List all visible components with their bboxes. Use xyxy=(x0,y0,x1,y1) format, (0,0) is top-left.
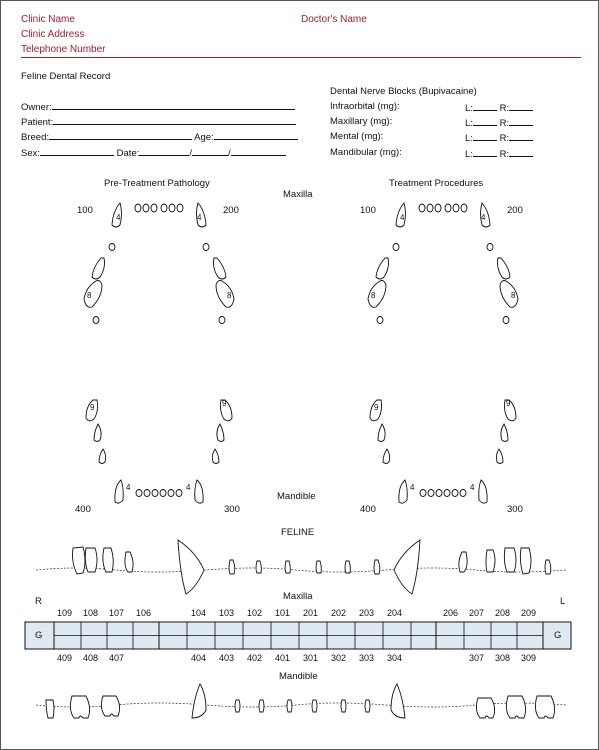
tooth-number: 4 xyxy=(116,213,121,222)
tooth-number: 103 xyxy=(219,608,235,618)
tooth-number: 403 xyxy=(219,653,235,663)
quadrant-400-label: 400 xyxy=(75,504,91,515)
lateral-mandible-teeth[interactable] xyxy=(36,684,566,718)
tooth-number: 9 xyxy=(506,399,511,408)
tooth-number: 201 xyxy=(303,608,319,618)
nerve-block-label: Infraorbital (mg): xyxy=(330,101,400,112)
pre-maxilla-teeth[interactable] xyxy=(84,203,234,324)
gum-label: G xyxy=(35,630,43,641)
nerve-blocks-title: Dental Nerve Blocks (Bupivacaine) xyxy=(330,86,477,97)
feline-title: FELINE xyxy=(281,527,315,538)
tooth-number: 309 xyxy=(521,653,537,663)
tooth-number: 104 xyxy=(191,608,207,618)
tooth-number: 302 xyxy=(331,653,347,663)
tooth-number: 307 xyxy=(469,653,485,663)
clinic-name: Clinic Name xyxy=(21,14,75,25)
tooth-number: 9 xyxy=(90,403,95,412)
tooth-number: 303 xyxy=(359,653,375,663)
tooth-number: 209 xyxy=(521,608,537,618)
tooth-number: 204 xyxy=(387,608,403,618)
tooth-number: 409 xyxy=(57,653,73,663)
tooth-number: 304 xyxy=(387,653,403,663)
sex-label: Sex: xyxy=(21,148,41,159)
lateral-maxilla-teeth[interactable] xyxy=(36,540,566,594)
post-mandible-teeth[interactable] xyxy=(370,400,516,503)
pre-treatment-title: Pre-Treatment Pathology xyxy=(104,178,210,189)
mandible-label: Mandible xyxy=(277,491,316,502)
maxilla-label: Maxilla xyxy=(283,189,313,200)
patient-label: Patient: xyxy=(21,117,54,128)
doctor-name: Doctor's Name xyxy=(301,14,367,25)
quadrant-300-label: 300 xyxy=(224,504,240,515)
tooth-number: 106 xyxy=(136,608,152,618)
right-marker: R xyxy=(35,596,42,607)
right-label: R: xyxy=(499,133,510,144)
quadrant-200-label: 200 xyxy=(223,205,239,216)
tooth-number: 402 xyxy=(247,653,263,663)
tooth-number: 9 xyxy=(222,399,227,408)
tooth-number: 208 xyxy=(495,608,511,618)
tooth-number: 4 xyxy=(470,483,475,492)
left-label: L: xyxy=(465,103,473,114)
right-label: R: xyxy=(499,103,510,114)
tooth-number: 206 xyxy=(443,608,459,618)
tooth-number: 202 xyxy=(331,608,347,618)
tooth-number: 203 xyxy=(359,608,375,618)
tooth-number: 401 xyxy=(275,653,291,663)
tooth-number: 8 xyxy=(227,291,232,300)
quadrant-100-label: 100 xyxy=(360,205,376,216)
left-label: L: xyxy=(465,118,473,129)
nerve-block-label: Maxillary (mg): xyxy=(330,116,393,127)
tooth-number: 4 xyxy=(186,483,191,492)
lateral-mandible-label: Mandible xyxy=(279,671,318,682)
tooth-number: 4 xyxy=(197,213,202,222)
left-marker: L xyxy=(560,596,566,607)
treatment-procedures-title: Treatment Procedures xyxy=(389,178,484,189)
quadrant-100-label: 100 xyxy=(77,205,93,216)
tooth-number: 101 xyxy=(275,608,291,618)
right-label: R: xyxy=(499,118,510,129)
date-separator: / xyxy=(189,148,193,159)
tooth-number: 8 xyxy=(511,291,516,300)
telephone-number: Telephone Number xyxy=(21,44,106,55)
tooth-number: 4 xyxy=(410,483,415,492)
left-label: L: xyxy=(465,149,473,160)
gum-label: G xyxy=(554,630,562,641)
tooth-number: 301 xyxy=(303,653,319,663)
tooth-number: 108 xyxy=(83,608,99,618)
tooth-number: 407 xyxy=(109,653,125,663)
post-maxilla-teeth[interactable] xyxy=(368,203,518,324)
quadrant-400-label: 400 xyxy=(360,504,376,515)
quadrant-200-label: 200 xyxy=(507,205,523,216)
tooth-number: 8 xyxy=(87,291,92,300)
tooth-number: 207 xyxy=(469,608,485,618)
date-label: Date: xyxy=(116,148,140,159)
pre-mandible-teeth[interactable] xyxy=(86,400,232,503)
tooth-number: 102 xyxy=(247,608,263,618)
date-separator: / xyxy=(228,148,231,159)
lateral-maxilla-label: Maxilla xyxy=(283,591,313,602)
nerve-block-label: Mental (mg): xyxy=(330,131,384,142)
owner-label: Owner: xyxy=(21,102,52,113)
age-label: Age: xyxy=(194,132,214,143)
tooth-number: 408 xyxy=(83,653,99,663)
breed-label: Breed: xyxy=(21,132,49,143)
tooth-number: 4 xyxy=(400,213,405,222)
clinic-address: Clinic Address xyxy=(21,29,85,40)
tooth-number: 107 xyxy=(109,608,125,618)
tooth-number: 308 xyxy=(495,653,511,663)
gum-bar[interactable] xyxy=(25,622,571,649)
left-label: L: xyxy=(465,133,473,144)
tooth-number: 4 xyxy=(126,483,131,492)
tooth-number: 109 xyxy=(57,608,73,618)
tooth-number: 404 xyxy=(191,653,207,663)
tooth-number: 4 xyxy=(481,213,486,222)
quadrant-300-label: 300 xyxy=(507,504,523,515)
form-title: Feline Dental Record xyxy=(21,71,111,82)
nerve-block-label: Mandibular (mg): xyxy=(330,147,402,158)
tooth-number: 9 xyxy=(374,403,379,412)
tooth-number: 8 xyxy=(371,291,376,300)
right-label: R: xyxy=(499,149,510,160)
